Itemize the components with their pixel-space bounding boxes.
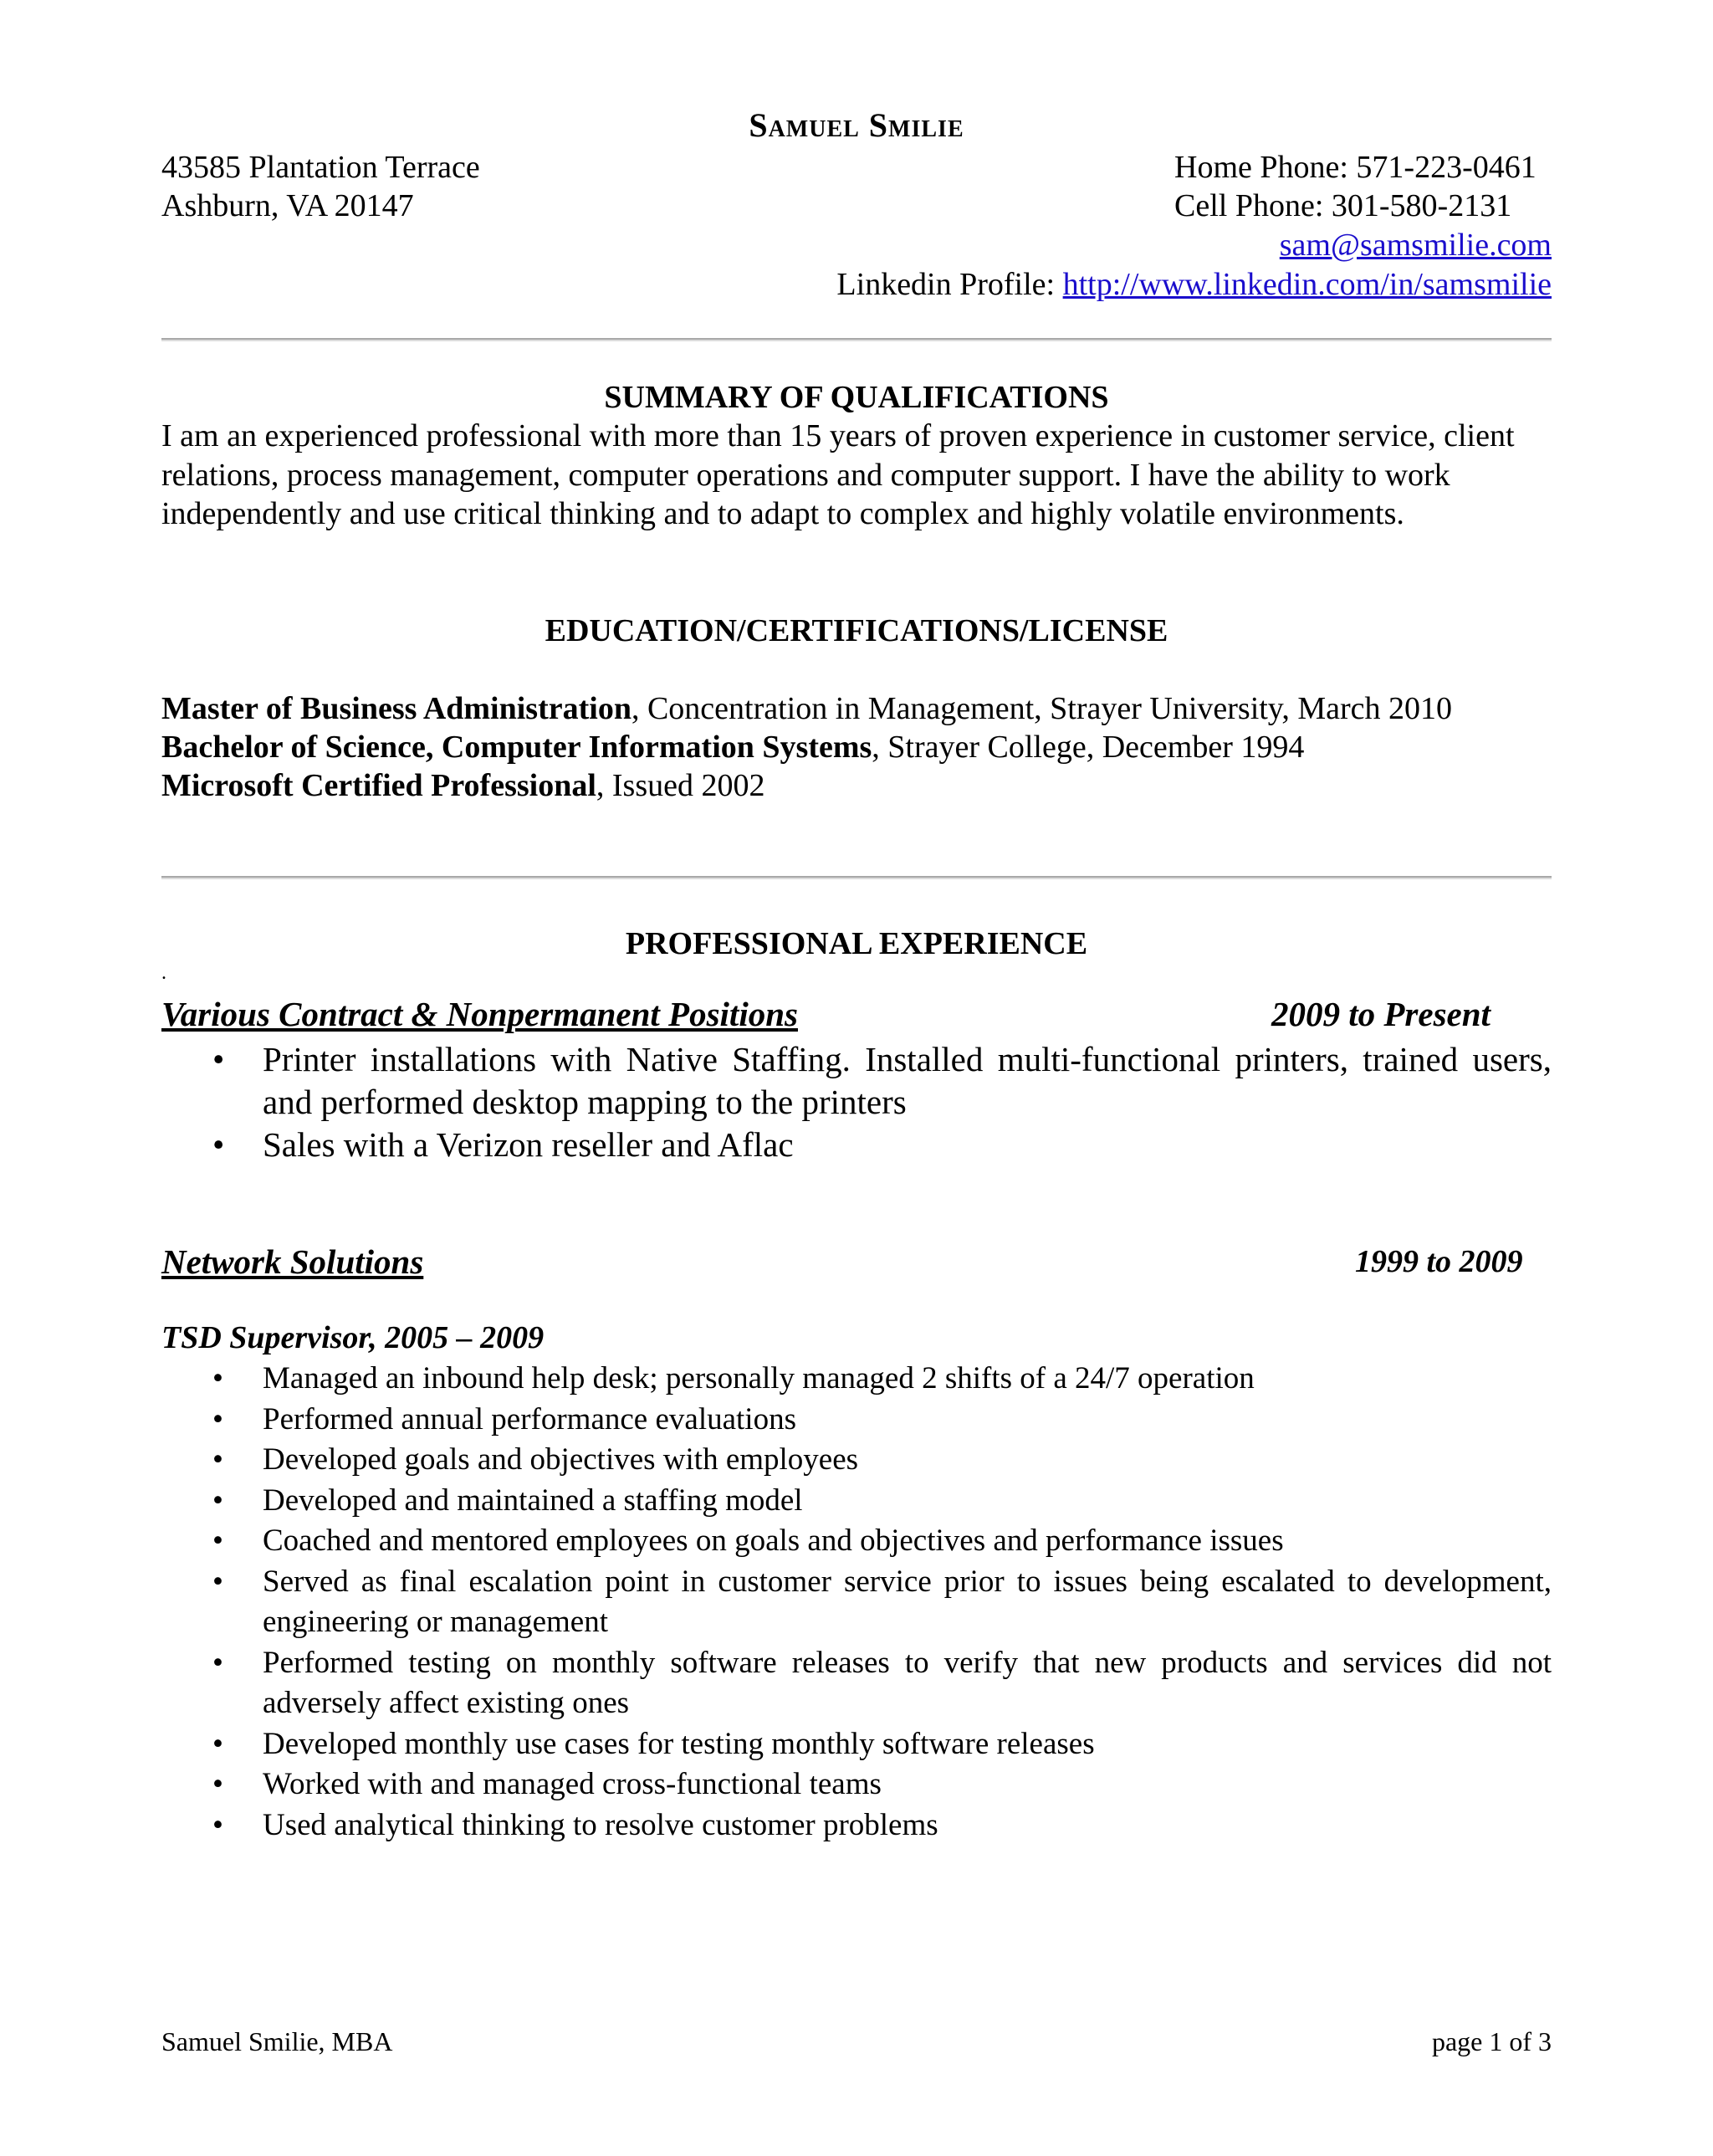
- summary-text: I am an experienced professional with more than 15 years of proven experience in customer service, client relations, process management, computer operations and computer support. I have the ability to work independently and use critical thinking and to adapt to complex and highly volatile environments.: [161, 418, 1515, 531]
- bullet-icon: •: [212, 1442, 223, 1477]
- bullet-icon: •: [212, 1767, 223, 1801]
- job-bullets: [161, 1038, 1552, 1166]
- education-item: [161, 689, 1452, 728]
- linkedin-row: [836, 265, 1552, 304]
- job-role: TSD Supervisor, 2005 – 2009: [161, 1320, 545, 1355]
- footer-author: Samuel Smilie, MBA: [161, 2026, 393, 2056]
- linkedin-link[interactable]: http://www.linkedin.com/in/samsmilie: [1062, 267, 1552, 302]
- education-heading: EDUCATION/CERTIFICATIONS/LICENSE: [545, 613, 1168, 648]
- education-divider: [161, 876, 1552, 879]
- stray-mark: .: [161, 962, 166, 984]
- degree-title: Bachelor of Science, Computer Information Systems: [161, 730, 872, 765]
- list-item: • Printer installations with Native Staffing. Installed multi-functional printers, trained users, and performed desktop mapping to the printers: [212, 1040, 1552, 1121]
- bullet-icon: •: [212, 1483, 223, 1518]
- job-dates: 1999 to 2009: [1355, 1244, 1523, 1279]
- summary-heading: SUMMARY OF QUALIFICATIONS: [604, 380, 1109, 415]
- job-company: Various Contract & Nonpermanent Positions: [161, 995, 798, 1033]
- linkedin-label: Linkedin Profile:: [836, 267, 1063, 302]
- list-item: • Sales with a Verizon reseller and Aflac: [161, 1124, 1552, 1166]
- list-item: • Developed monthly use cases for testing monthly software releases: [161, 1724, 1552, 1765]
- list-item: • Coached and mentored employees on goals and objectives and performance issues: [161, 1521, 1552, 1562]
- job-bullets: [161, 1359, 1552, 1846]
- list-item: • Worked with and managed cross-functional teams: [161, 1764, 1552, 1805]
- bullet-icon: •: [212, 1361, 223, 1396]
- bullet-icon: •: [212, 1401, 223, 1436]
- bullet-icon: •: [212, 1726, 223, 1761]
- list-item: • Served as final escalation point in customer service prior to issues being escalated to development, engineering or management: [161, 1562, 1552, 1643]
- address-line-2: Ashburn, VA 20147: [161, 188, 414, 223]
- education-item: [161, 766, 765, 805]
- candidate-name: Samuel Smilie: [749, 106, 964, 144]
- list-item: • Managed an inbound help desk; personally managed 2 shifts of a 24/7 operation: [161, 1359, 1552, 1400]
- experience-heading: PROFESSIONAL EXPERIENCE: [625, 926, 1088, 961]
- bullet-icon: •: [212, 1645, 223, 1680]
- degree-detail: , Strayer College, December 1994: [872, 730, 1305, 765]
- email-row: [1280, 226, 1552, 264]
- list-item: • Developed and maintained a staffing model: [161, 1481, 1552, 1522]
- list-item: • Performed testing on monthly software releases to verify that new products and services did not adversely affect existing ones: [161, 1643, 1552, 1724]
- degree-title: Master of Business Administration: [161, 691, 632, 726]
- address-line-1: 43585 Plantation Terrace: [161, 150, 480, 185]
- education-item: [161, 728, 1304, 766]
- bullet-icon: •: [212, 1040, 225, 1078]
- job-company: Network Solutions: [161, 1242, 424, 1281]
- footer-page-number: page 1 of 3: [1431, 2026, 1552, 2056]
- certification-title: Microsoft Certified Professional: [161, 768, 596, 803]
- degree-detail: , Concentration in Management, Strayer University, March 2010: [631, 691, 1453, 726]
- header-divider: [161, 338, 1552, 341]
- email-link[interactable]: sam@samsmilie.com: [1279, 228, 1552, 263]
- list-item: • Used analytical thinking to resolve customer problems: [161, 1805, 1552, 1846]
- list-item: • Developed goals and objectives with employees: [161, 1440, 1552, 1481]
- bullet-icon: •: [212, 1564, 223, 1599]
- bullet-icon: •: [212, 1807, 223, 1842]
- certification-detail: , Issued 2002: [596, 768, 765, 803]
- bullet-icon: •: [212, 1524, 223, 1558]
- job-dates: 2009 to Present: [1271, 995, 1491, 1033]
- cell-phone: Cell Phone: 301-580-2131: [1174, 188, 1512, 223]
- bullet-icon: •: [212, 1125, 225, 1164]
- list-item: • Performed annual performance evaluations: [161, 1400, 1552, 1441]
- home-phone: Home Phone: 571-223-0461: [1174, 150, 1537, 185]
